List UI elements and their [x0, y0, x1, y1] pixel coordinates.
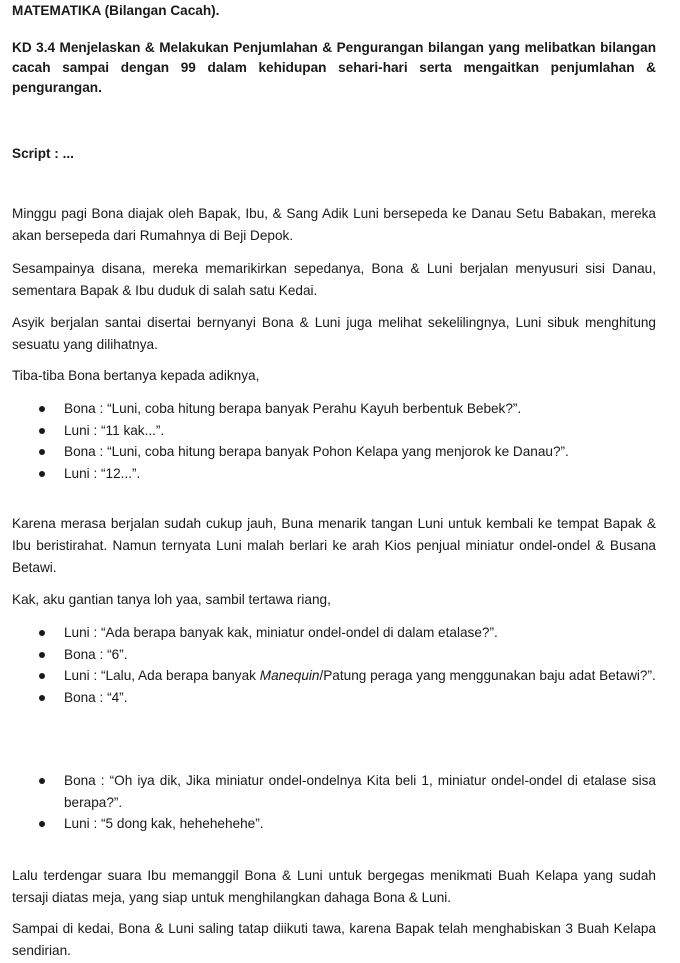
bullet-icon	[39, 428, 45, 434]
list-item	[12, 398, 656, 420]
list-item	[12, 770, 656, 813]
dialog-list-3	[12, 770, 656, 835]
list-item	[12, 441, 656, 463]
dialog-list-1	[12, 398, 656, 484]
bullet-icon	[39, 449, 45, 455]
story-paragraph-3: Asyik berjalan santai disertai bernyanyi Bona & Luni juga melihat sekelilingnya, Luni sibuk menghitung sesuatu yang dilihatnya.	[12, 315, 656, 352]
list-item	[12, 463, 656, 485]
list-item	[12, 644, 656, 666]
story-paragraph-7: Lalu terdengar suara Ibu memanggil Bona & Luni untuk bergegas menikmati Buah Kelapa yang sudah tersaji diatas meja, yang siap untuk menghilangkan dahaga Bona & Luni.	[12, 868, 656, 905]
dialog-line-end: /Patung peraga yang menggunakan baju adat Betawi?”.	[319, 668, 656, 683]
story-paragraph-2: Sesampainya disana, mereka memarikirkan sepedanya, Bona & Luni berjalan menyusuri sisi Danau, sementara Bapak & Ibu duduk di salah satu Kedai.	[12, 261, 656, 298]
bullet-icon	[39, 471, 45, 477]
bullet-icon	[39, 821, 45, 827]
list-item	[12, 665, 656, 687]
dialog-line: Luni : “12...”.	[64, 465, 141, 481]
story-paragraph-8: Sampai di kedai, Bona & Luni saling tatap diikuti tawa, karena Bapak telah menghabiskan 3 Buah Kelapa sendirian.	[12, 921, 656, 958]
bullet-icon	[39, 630, 45, 636]
dialog-line: Bona : “Oh iya dik, Jika miniatur ondel-ondelnya Kita beli 1, miniatur ondel-ondel di etalase sisa berapa?”.	[64, 773, 656, 810]
competency-statement: KD 3.4 Menjelaskan & Melakukan Penjumlahan & Pengurangan bilangan yang melibatkan bilangan cacah sampai dengan 99 dalam kehidupan sehari-hari serta mengaitkan penjumlahan & pengurangan.	[12, 40, 656, 95]
story-paragraph-5: Karena merasa berjalan sudah cukup jauh, Buna menarik tangan Luni untuk kembali ke tempat Bapak & Ibu beristirahat. Namun ternyata Luni malah berlari ke arah Kios penjual miniatur ondel-ondel & Busana Betawi.	[12, 516, 656, 575]
bullet-icon	[39, 406, 45, 412]
dialog-line: Luni : “11 kak...”.	[64, 422, 165, 438]
dialog-line	[64, 665, 656, 687]
dialog-line: Bona : “6”.	[64, 646, 128, 662]
script-label: Script : ...	[12, 146, 74, 161]
list-item	[12, 420, 656, 442]
list-item	[12, 687, 656, 709]
list-item	[12, 813, 656, 835]
dialog-line-start: Luni : “Lalu, Ada berapa banyak	[64, 668, 260, 683]
dialog-line-emphasis: Manequin	[259, 668, 320, 683]
story-paragraph-1: Minggu pagi Bona diajak oleh Bapak, Ibu, & Sang Adik Luni bersepeda ke Danau Setu Babakan, mereka akan bersepeda dari Rumahnya di Beji Depok.	[12, 206, 656, 243]
bullet-icon	[39, 673, 45, 679]
list-item	[12, 622, 656, 644]
story-paragraph-6: Kak, aku gantian tanya loh yaa, sambil tertawa riang,	[12, 592, 331, 607]
story-paragraph-4: Tiba-tiba Bona bertanya kepada adiknya,	[12, 368, 260, 383]
bullet-icon	[39, 652, 45, 658]
dialog-line: Bona : “Luni, coba hitung berapa banyak Perahu Kayuh berbentuk Bebek?”.	[64, 401, 522, 416]
dialog-line: Luni : “Ada berapa banyak kak, miniatur ondel-ondel di dalam etalase?”.	[64, 625, 498, 640]
dialog-list-2	[12, 622, 656, 708]
dialog-line: Bona : “Luni, coba hitung berapa banyak Pohon Kelapa yang menjorok ke Danau?”.	[64, 444, 569, 459]
bullet-icon	[39, 778, 45, 784]
dialog-line: Luni : “5 dong kak, hehehehehe”.	[64, 816, 264, 831]
dialog-line: Bona : “4”.	[64, 689, 128, 705]
document-title: MATEMATIKA (Bilangan Cacah).	[12, 3, 220, 18]
bullet-icon	[39, 695, 45, 701]
